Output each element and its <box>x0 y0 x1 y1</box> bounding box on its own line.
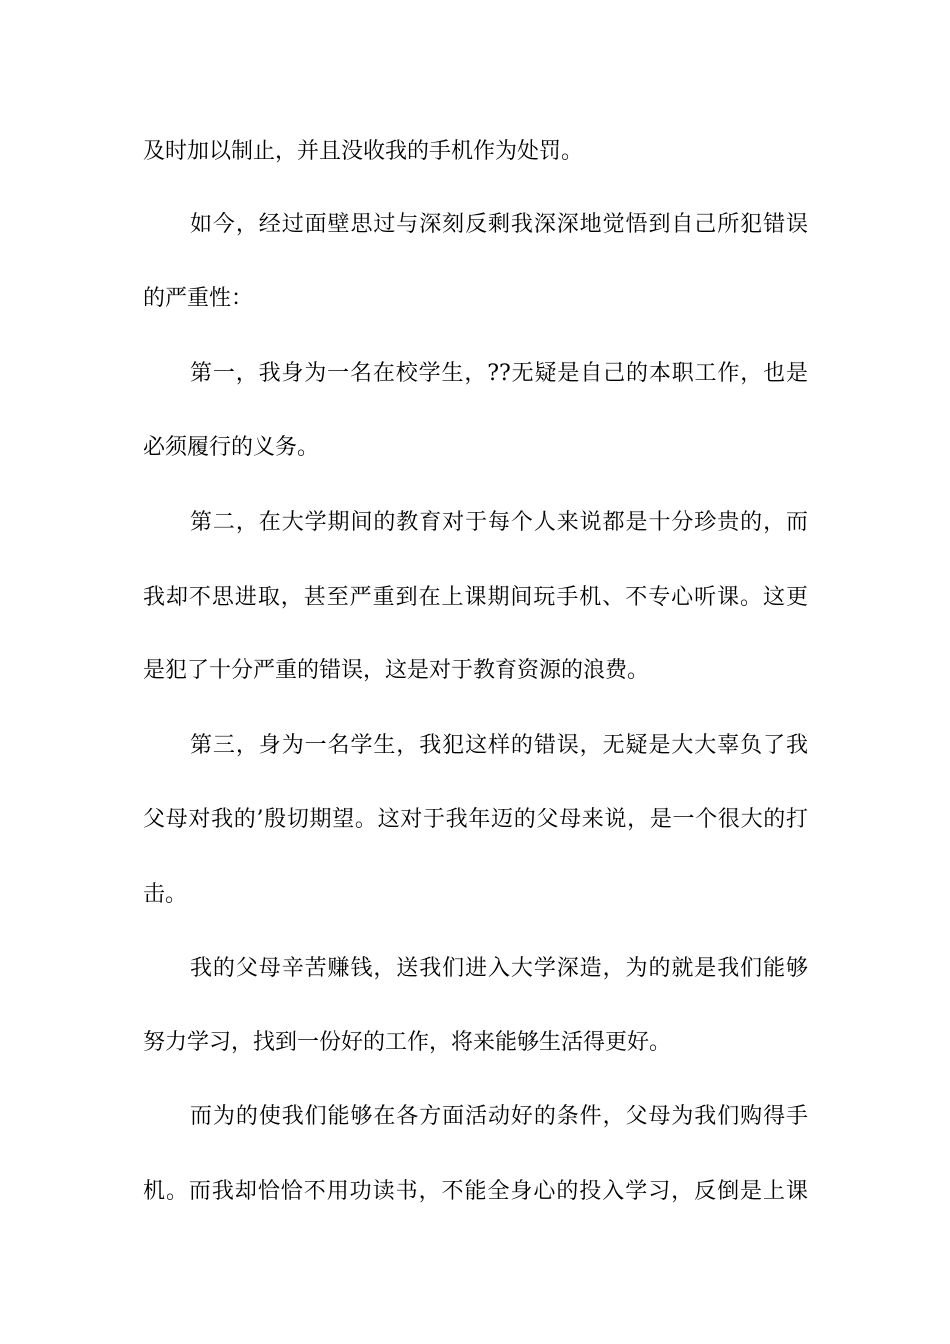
text-line: 第二，在大学期间的教育对于每个人来说都是十分珍贵的，而 <box>190 510 808 535</box>
text-line: 击。 <box>143 882 188 907</box>
text-line: 机。而我却恰恰不用功读书，不能全身心的投入学习，反倒是上课 <box>143 1179 808 1204</box>
text-line: 及时加以制止，并且没收我的手机作为处罚。 <box>143 139 584 164</box>
text-line: 第一，我身为一名在校学生，??无疑是自己的本职工作，也是 <box>190 361 808 386</box>
text-line: 的严重性： <box>143 286 254 311</box>
text-line: 如今，经过面壁思过与深刻反剩我深深地觉悟到自己所犯错误 <box>190 212 808 237</box>
text-line: 父母对我的’殷切期望。这对于我年迈的父母来说，是一个很大的打 <box>143 807 808 832</box>
text-line: 努力学习，找到一份好的工作，将来能够生活得更好。 <box>143 1030 672 1055</box>
text-line: 而为的使我们能够在各方面活动好的条件，父母为我们购得手 <box>190 1104 808 1129</box>
text-line: 我却不思进取，甚至严重到在上课期间玩手机、不专心听课。这更 <box>143 585 808 610</box>
text-line: 是犯了十分严重的错误，这是对于教育资源的浪费。 <box>143 658 650 683</box>
text-line: 我的父母辛苦赚钱，送我们进入大学深造，为的就是我们能够 <box>190 956 808 981</box>
text-line: 第三，身为一名学生，我犯这样的错误，无疑是大大辜负了我 <box>190 733 808 758</box>
text-line: 必须履行的义务。 <box>143 435 320 460</box>
